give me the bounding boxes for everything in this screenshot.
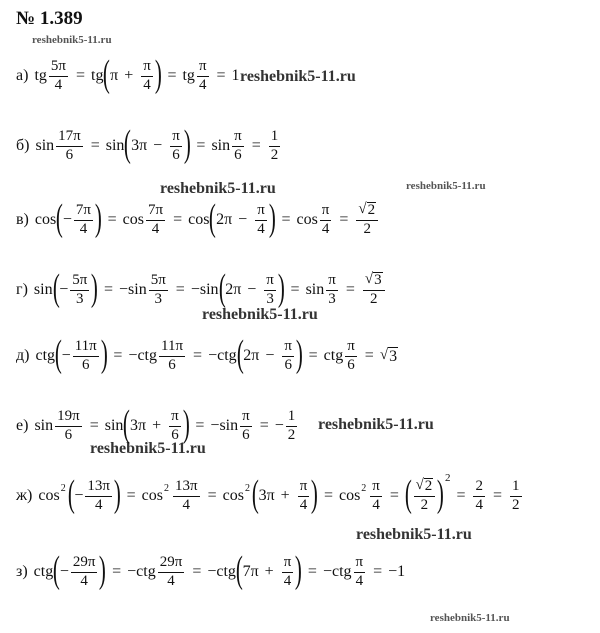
fraction [345, 339, 357, 374]
numerator [356, 202, 378, 221]
fraction [74, 203, 93, 238]
paren: ) [182, 403, 190, 445]
paren: ) [268, 197, 276, 239]
numerator: 17π [56, 129, 83, 147]
exponent: 2 [244, 482, 250, 494]
equals: = [89, 417, 99, 434]
watermark: reshebnik5-11.ru [160, 180, 276, 197]
sqrt [358, 202, 376, 219]
numerator: 11π [73, 339, 99, 357]
numerator [363, 272, 385, 291]
denominator: 2 [420, 497, 429, 513]
numerator: π [197, 59, 209, 77]
minus: − [247, 281, 257, 298]
fraction [286, 409, 298, 444]
paren: ) [311, 473, 319, 515]
func: sin [305, 281, 325, 298]
equals: = [456, 487, 466, 504]
paren: ) [99, 549, 107, 591]
numerator: 5π [70, 273, 89, 291]
fraction [146, 203, 165, 238]
numerator: 2 [473, 479, 485, 497]
equals: = [167, 67, 177, 84]
numerator: 7π [146, 203, 165, 221]
numerator: π [170, 129, 182, 147]
item-label: г) [16, 281, 28, 298]
fraction [149, 273, 168, 308]
paren: ) [437, 473, 445, 515]
denominator: 2 [512, 496, 520, 513]
equals: = [308, 347, 318, 364]
denominator: 6 [65, 146, 74, 163]
term: 2π [225, 281, 242, 298]
denominator: 4 [167, 572, 175, 589]
equals: = [251, 137, 261, 154]
radicand: 2 [367, 202, 376, 219]
result: 1 [231, 67, 240, 84]
numerator: 29π [158, 555, 185, 573]
numerator: π [141, 59, 153, 77]
paren: ( [123, 403, 131, 445]
paren: ( [251, 473, 259, 515]
func: cos [122, 211, 144, 228]
func: cos [222, 487, 244, 504]
func: sin [211, 137, 231, 154]
fraction [320, 203, 332, 238]
equation-z [16, 550, 405, 594]
numerator: 29π [71, 555, 98, 573]
fraction [473, 479, 485, 514]
radicand: 3 [374, 272, 382, 289]
fraction [56, 129, 83, 164]
denominator: 4 [372, 496, 380, 513]
denominator: 6 [242, 426, 250, 443]
denominator: 2 [287, 426, 296, 443]
fraction [173, 479, 200, 514]
fraction [232, 129, 244, 164]
paren: ) [277, 267, 285, 309]
func: −ctg [322, 563, 352, 580]
denominator: 4 [94, 496, 103, 513]
item-label: з) [16, 563, 28, 580]
fraction [356, 202, 378, 238]
func: sin [104, 417, 124, 434]
paren: ( [103, 53, 111, 95]
paren: ( [56, 197, 64, 239]
numerator: π [370, 479, 382, 497]
numerator: π [345, 339, 357, 357]
watermark: reshebnik5-11.ru [202, 306, 318, 323]
plus: + [264, 563, 274, 580]
denominator: 6 [171, 426, 179, 443]
func: cos [38, 487, 60, 504]
item-label: б) [16, 137, 30, 154]
watermark: reshebnik5-11.ru [90, 440, 206, 457]
watermark: reshebnik5-11.ru [318, 416, 434, 433]
denominator: 3 [266, 290, 274, 307]
denominator: 4 [151, 220, 160, 237]
equation-a [16, 54, 240, 98]
fraction [71, 555, 98, 590]
item-label: в) [16, 211, 29, 228]
fraction [85, 479, 112, 514]
denominator: 4 [321, 220, 330, 237]
term: 2π [243, 347, 260, 364]
fraction [159, 339, 185, 374]
numerator: 1 [269, 129, 281, 147]
minus: − [74, 487, 84, 504]
func: cos [34, 211, 57, 228]
func: −sin [119, 281, 147, 298]
denominator: 6 [234, 146, 242, 163]
func: −sin [190, 281, 219, 298]
paren: ) [91, 267, 99, 309]
equation-v [16, 198, 380, 242]
paren: ( [218, 267, 226, 309]
equation-g [16, 268, 387, 312]
exponent: 2 [361, 482, 367, 494]
term: 2π [216, 211, 233, 228]
plus: + [124, 67, 134, 84]
fraction [49, 59, 68, 94]
paren: ( [52, 267, 60, 309]
item-label: е) [16, 417, 29, 434]
denominator: 4 [54, 76, 63, 93]
radicand: 3 [389, 347, 398, 365]
equals: = [339, 211, 349, 228]
term: π [110, 67, 119, 84]
fraction [70, 273, 89, 308]
numerator: π [169, 409, 181, 427]
item-label: ж) [16, 487, 33, 504]
numerator: 13π [173, 479, 200, 497]
denominator: 4 [283, 572, 292, 589]
paren: ) [183, 123, 191, 165]
func: −ctg [207, 563, 236, 580]
numerator: π [264, 273, 276, 291]
term: 7π [242, 563, 259, 580]
equals: = [175, 281, 185, 298]
numerator: π [232, 129, 244, 147]
equals: = [113, 347, 123, 364]
equals: = [196, 137, 206, 154]
radicand: 2 [424, 478, 433, 495]
func: tg [182, 67, 195, 84]
minus: − [61, 347, 71, 364]
paren: ( [404, 473, 412, 515]
item-label: а) [16, 67, 29, 84]
fraction [169, 409, 181, 444]
equals: = [107, 211, 117, 228]
denominator: 4 [257, 220, 265, 237]
watermark: reshebnik5-11.ru [240, 68, 356, 85]
sqrt [365, 272, 383, 289]
numerator: π [354, 555, 366, 573]
equals: = [389, 487, 399, 504]
denominator: 6 [168, 356, 176, 373]
equation-b [16, 124, 282, 168]
numerator: 1 [286, 409, 298, 427]
watermark: reshebnik5-11.ru [406, 180, 486, 192]
paren: ) [295, 549, 303, 591]
denominator: 4 [80, 572, 88, 589]
paren: ( [236, 333, 244, 375]
func: −ctg [127, 563, 156, 580]
denominator: 3 [328, 290, 336, 307]
numerator: 7π [74, 203, 93, 221]
paren: ( [53, 549, 61, 591]
equation-e [16, 404, 299, 448]
minus: − [59, 563, 69, 580]
term: 3π [258, 487, 275, 504]
radical: √ [379, 346, 389, 363]
minus: − [265, 347, 275, 364]
fraction [510, 479, 522, 514]
result: −1 [388, 563, 406, 580]
fraction [197, 59, 209, 94]
numerator: π [326, 273, 338, 291]
func: sin [35, 137, 55, 154]
minus: − [153, 137, 163, 154]
denominator: 6 [81, 356, 90, 373]
func: −sin [210, 417, 239, 434]
func: tg [34, 67, 47, 84]
denominator: 6 [64, 426, 73, 443]
equals: = [192, 563, 202, 580]
paren: ) [100, 333, 108, 375]
paren: ( [124, 123, 132, 165]
numerator: 1 [510, 479, 522, 497]
radical: √ [364, 271, 374, 288]
exponent: 2 [164, 482, 169, 494]
equation-zh [16, 474, 524, 518]
denominator: 4 [299, 496, 308, 513]
numerator: π [298, 479, 310, 497]
watermark: reshebnik5-11.ru [430, 612, 510, 624]
radical: √ [358, 201, 367, 218]
equals: = [323, 487, 333, 504]
sqrt [380, 347, 398, 366]
equals: = [492, 487, 503, 504]
equals: = [207, 487, 217, 504]
numerator: 5π [149, 273, 168, 291]
equals: = [195, 417, 205, 434]
fraction [141, 59, 153, 94]
paren: ( [54, 333, 62, 375]
equals: = [290, 281, 300, 298]
equals: = [90, 137, 100, 154]
denominator: 3 [154, 290, 162, 307]
plus: + [152, 417, 162, 434]
denominator: 2 [270, 146, 279, 163]
fraction [282, 339, 294, 374]
func: cos [188, 211, 210, 228]
func: ctg [35, 347, 56, 364]
paren: ) [94, 197, 102, 239]
equals: = [103, 281, 114, 298]
numerator: π [320, 203, 332, 221]
paren: ( [235, 549, 243, 591]
paren: ( [67, 473, 75, 515]
item-label: д) [16, 347, 30, 364]
numerator: π [282, 555, 294, 573]
numerator: 11π [159, 339, 185, 357]
equals: = [259, 417, 269, 434]
term: 3π [131, 137, 148, 154]
func: cos [296, 211, 318, 228]
fraction [255, 203, 267, 238]
term: 3π [130, 417, 147, 434]
equals: = [112, 563, 122, 580]
minus: − [62, 211, 72, 228]
equals: = [126, 487, 136, 504]
paren: ) [154, 53, 162, 95]
watermark: reshebnik5-11.ru [32, 34, 112, 46]
denominator: 4 [355, 572, 364, 589]
denominator: 4 [143, 76, 151, 93]
equals: = [364, 347, 374, 364]
numerator [414, 478, 436, 497]
denominator: 6 [284, 356, 292, 373]
numerator: 19π [55, 409, 82, 427]
paren: ) [295, 333, 303, 375]
minus: − [59, 281, 69, 298]
minus: − [274, 417, 284, 434]
func: cos [338, 487, 361, 504]
denominator: 6 [347, 356, 355, 373]
paren: ) [113, 473, 121, 515]
func: sin [33, 281, 53, 298]
denominator: 4 [182, 496, 191, 513]
exponent: 2 [444, 472, 451, 484]
denominator: 4 [475, 496, 483, 513]
denominator: 6 [172, 146, 180, 163]
fraction [264, 273, 276, 308]
equals: = [75, 67, 85, 84]
func: tg [91, 67, 104, 84]
func: −ctg [128, 347, 157, 364]
func: ctg [33, 563, 54, 580]
equals: = [216, 67, 226, 84]
problem-number: № 1.389 [16, 8, 83, 29]
fraction [73, 339, 99, 374]
numerator: π [282, 339, 294, 357]
denominator: 3 [76, 290, 84, 307]
denominator: 4 [79, 220, 88, 237]
sqrt [416, 478, 434, 495]
numerator: 5π [49, 59, 68, 77]
exponent: 2 [60, 482, 66, 494]
plus: + [280, 487, 290, 504]
watermark: reshebnik5-11.ru [356, 526, 472, 543]
fraction [370, 479, 382, 514]
equals: = [373, 563, 383, 580]
denominator: 2 [369, 291, 378, 307]
numerator: 13π [85, 479, 112, 497]
func: sin [105, 137, 125, 154]
denominator: 2 [363, 221, 372, 237]
func: −ctg [208, 347, 237, 364]
minus: − [238, 211, 248, 228]
equals: = [307, 563, 317, 580]
fraction [158, 555, 185, 590]
paren: ( [209, 197, 217, 239]
equals: = [345, 281, 355, 298]
fraction [298, 479, 310, 514]
fraction [354, 555, 366, 590]
fraction [240, 409, 252, 444]
fraction [269, 129, 281, 164]
radical: √ [415, 477, 424, 494]
fraction [170, 129, 182, 164]
numerator: π [255, 203, 267, 221]
fraction [363, 272, 385, 308]
equals: = [173, 211, 183, 228]
equals: = [193, 347, 203, 364]
fraction [282, 555, 294, 590]
func: ctg [323, 347, 344, 364]
fraction [414, 478, 436, 514]
func: sin [34, 417, 54, 434]
func: cos [141, 487, 163, 504]
equation-d [16, 334, 398, 378]
fraction [55, 409, 82, 444]
fraction [326, 273, 338, 308]
numerator: π [240, 409, 252, 427]
denominator: 4 [198, 76, 207, 93]
equals: = [281, 211, 291, 228]
